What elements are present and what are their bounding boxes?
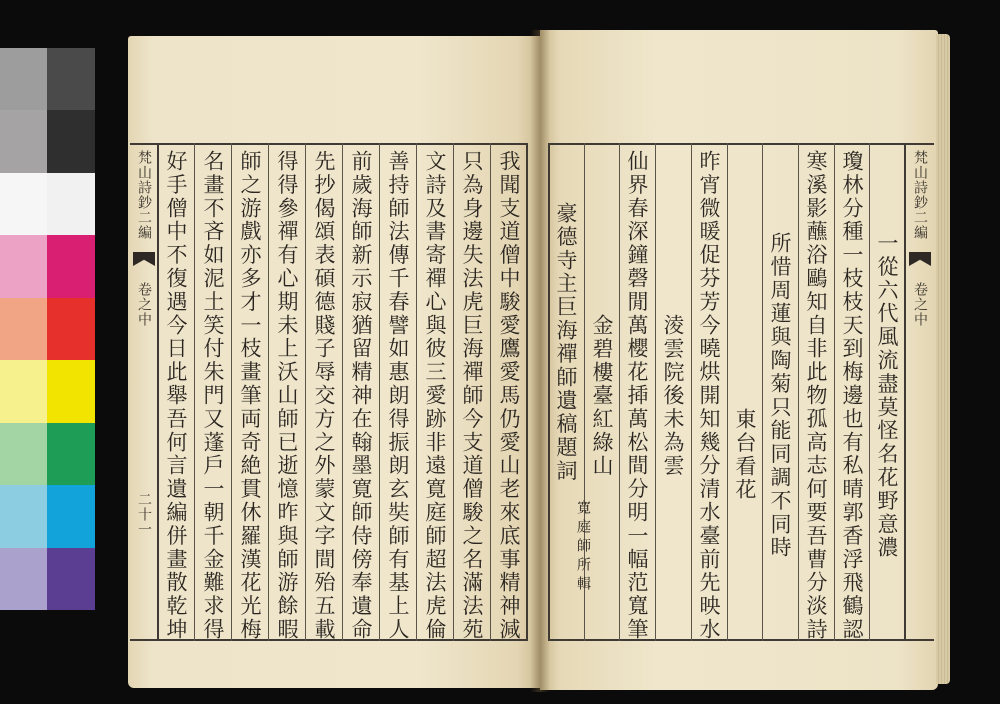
text-column: 好手僧中不復遇今日此舉吾何言遺編併畫散乾坤 — [164, 150, 188, 642]
swatch-row — [0, 360, 95, 422]
text-column: 金碧樓臺紅綠山 — [590, 314, 614, 478]
right-fore-edge-title: 梵山詩鈔二編 — [912, 150, 928, 240]
color-swatch — [47, 548, 95, 610]
color-swatch — [47, 235, 95, 297]
compiler-credit: 寛庭師所輯 — [575, 500, 591, 595]
swatch-row — [0, 548, 95, 610]
color-swatch — [47, 423, 95, 485]
text-column: 寒溪影蘸浴鷗知自非此物孤高志何要吾曹分淡詩 — [804, 150, 828, 642]
color-swatch — [47, 110, 95, 172]
text-column: 文詩及書寄禪心與彼三愛跡非遠寛庭師超法虎倫 — [423, 150, 447, 642]
swatch-row — [0, 48, 95, 110]
color-swatch — [47, 48, 95, 110]
text-column: 仙界春深鐘磬閒萬櫻花揷萬松間分明一幅范寬筆 — [625, 150, 649, 642]
color-swatch — [0, 173, 47, 235]
left-fore-edge-title: 梵山詩鈔二編 — [136, 150, 152, 240]
left-fore-edge-chapter: 卷之中 — [136, 282, 152, 327]
text-column: 善持師法傳千春譬如惠朗得振朗玄奘師有基上人 — [386, 150, 410, 642]
text-column: 師之游戲亦多才一枝畫筆両奇絶貫休羅漢花光梅 — [238, 150, 262, 642]
section-title: 豪德寺主巨海禪師遺稿題詞 — [554, 201, 578, 483]
text-column: 昨宵微暖促芬芳今曉烘開知幾分清水臺前先映水 — [697, 150, 721, 642]
color-swatch — [0, 360, 47, 422]
poem-heading: 東台看花 — [733, 408, 757, 502]
text-column: 所惜周蓮與陶菊只能同調不同時 — [768, 232, 792, 560]
text-column: 只為身邊失法虎巨海禪師今支道僧駿之名滿法苑 — [460, 150, 484, 642]
color-swatch — [0, 110, 47, 172]
color-swatch — [0, 298, 47, 360]
color-swatch — [0, 235, 47, 297]
text-column: 瓊林分種一枝枝天到梅邊也有私晴郭香浮飛鶴認 — [840, 150, 864, 642]
color-swatch — [0, 423, 47, 485]
text-column: 我聞支道僧中駿愛鷹愛馬仍愛山老來底事精神減 — [497, 150, 521, 642]
swatch-row — [0, 423, 95, 485]
text-column: 名畫不吝如泥土笑付朱門又蓬戶一朝千金難求得 — [201, 150, 225, 642]
left-page-number: 二十一 — [136, 492, 152, 537]
text-column: 先抄偈頌表碩德賤子辱交方之外蒙文字間殆五載 — [312, 150, 336, 642]
color-swatch — [0, 485, 47, 547]
swatch-row — [0, 173, 95, 235]
color-swatch — [47, 360, 95, 422]
color-swatch — [47, 298, 95, 360]
text-column: 得得參禪有心期未上沃山師已逝憶昨與師游餘暇 — [275, 150, 299, 642]
color-swatch — [0, 48, 47, 110]
color-swatch — [47, 485, 95, 547]
color-swatch — [0, 548, 47, 610]
text-column: 前歲海師新示寂猶留精神在翰墨寛師侍傍奉遺命 — [349, 150, 373, 642]
color-swatch — [47, 173, 95, 235]
right-fore-edge-chapter: 卷之中 — [912, 282, 928, 327]
swatch-row — [0, 298, 95, 360]
text-column: 淩雲院後未為雲 — [661, 314, 685, 478]
book-gutter — [530, 30, 550, 692]
swatch-row — [0, 485, 95, 547]
swatch-row — [0, 235, 95, 297]
text-column: 一從六代風流盡莫怪名花野意濃 — [875, 232, 899, 560]
page-stack-edge — [936, 34, 950, 684]
swatch-row — [0, 110, 95, 172]
color-calibration-strip — [0, 48, 95, 610]
